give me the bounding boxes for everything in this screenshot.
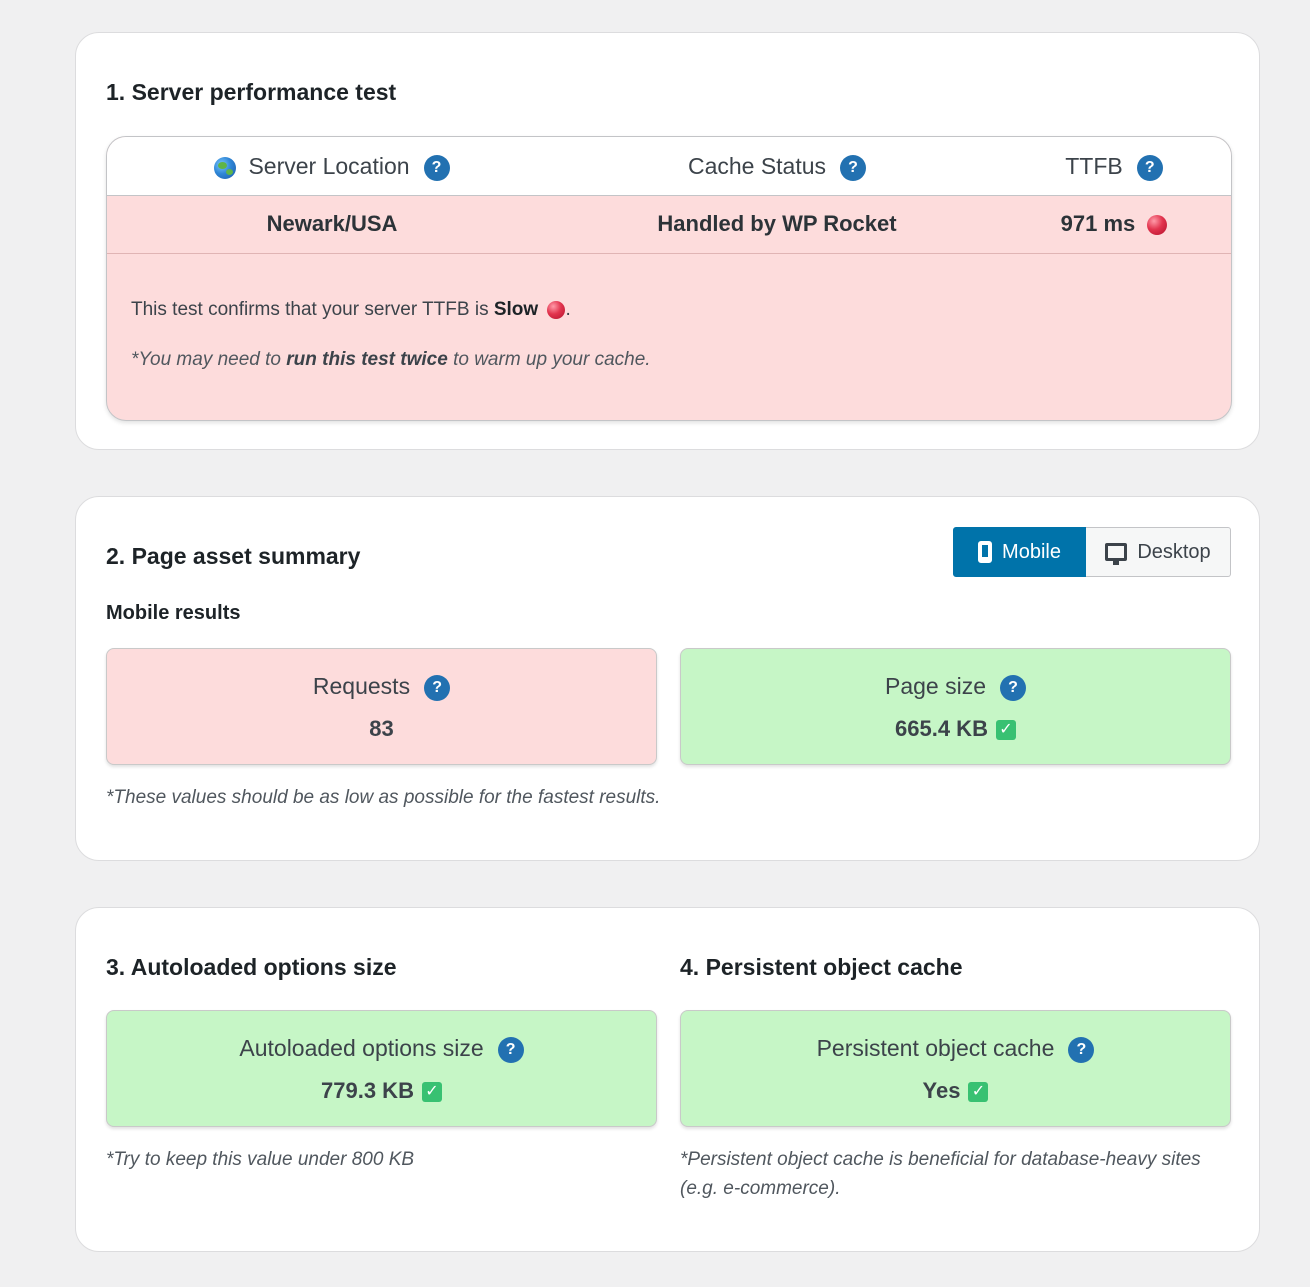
server-performance-table xyxy=(106,136,1232,421)
mobile-button[interactable]: Mobile xyxy=(953,527,1086,577)
question-icon[interactable]: ? xyxy=(424,675,450,701)
assets-note: *These values should be as low as possible for the fastest results. xyxy=(106,787,661,808)
requests-card xyxy=(106,648,657,765)
phone-icon xyxy=(978,541,992,563)
warm-cache-note: *You may need to run this test twice to warm up your cache. xyxy=(131,349,651,370)
red-circle-icon xyxy=(1147,215,1167,235)
check-icon: ✓ xyxy=(968,1082,988,1102)
check-icon: ✓ xyxy=(996,720,1016,740)
question-icon[interactable]: ? xyxy=(424,155,450,181)
question-icon[interactable]: ? xyxy=(840,155,866,181)
desktop-button[interactable]: Desktop xyxy=(1086,527,1231,577)
ttfb-value: 971 ms xyxy=(1060,211,1136,236)
ttfb-value-cell xyxy=(997,195,1231,253)
autoload-title: 3. Autoloaded options size xyxy=(106,954,397,980)
server-performance-panel xyxy=(75,32,1260,450)
red-circle-icon xyxy=(547,301,565,319)
header-server-location: Server Location ? xyxy=(107,137,557,195)
autoload-card xyxy=(106,1010,657,1127)
object-cache-card xyxy=(680,1010,1231,1127)
ttfb-status: Slow xyxy=(493,299,539,320)
header-cache-status: Cache Status ? xyxy=(557,137,997,195)
object-cache-title: 4. Persistent object cache xyxy=(680,954,963,980)
cache-status-value: Handled by WP Rocket xyxy=(657,211,897,236)
table-header xyxy=(107,137,1231,196)
server-location-value: Newark/USA xyxy=(266,211,398,236)
server-performance-title: 1. Server performance test xyxy=(106,79,397,105)
ttfb-message: This test confirms that your server TTFB is Slow . xyxy=(131,299,571,320)
results-subtitle: Mobile results xyxy=(106,602,241,624)
requests-label: Requests xyxy=(312,673,411,699)
table-row xyxy=(107,195,1231,254)
page-size-value: 665.4 KB xyxy=(895,716,988,741)
autoload-value: 779.3 KB xyxy=(321,1078,414,1103)
page-size-card xyxy=(680,648,1231,765)
device-toggle xyxy=(953,527,1231,577)
question-icon[interactable]: ? xyxy=(498,1037,524,1063)
object-cache-value: Yes xyxy=(922,1078,961,1103)
header-ttfb: TTFB ? xyxy=(997,137,1231,195)
globe-icon xyxy=(214,157,236,179)
autoload-label: Autoloaded options size xyxy=(239,1035,484,1061)
question-icon[interactable]: ? xyxy=(1000,675,1026,701)
desktop-icon xyxy=(1105,543,1127,561)
options-cache-panel xyxy=(75,907,1260,1252)
page-asset-panel xyxy=(75,496,1260,861)
question-icon[interactable]: ? xyxy=(1068,1037,1094,1063)
object-cache-label: Persistent object cache xyxy=(816,1035,1055,1061)
page-asset-title: 2. Page asset summary xyxy=(106,543,361,569)
requests-value: 83 xyxy=(369,716,394,741)
autoload-note: *Try to keep this value under 800 KB xyxy=(106,1149,415,1170)
object-cache-note: *Persistent object cache is beneficial for database-heavy sites (e.g. e-commerce). xyxy=(680,1149,1201,1199)
page-size-label: Page size xyxy=(884,673,986,699)
check-icon: ✓ xyxy=(422,1082,442,1102)
question-icon[interactable]: ? xyxy=(1137,155,1163,181)
